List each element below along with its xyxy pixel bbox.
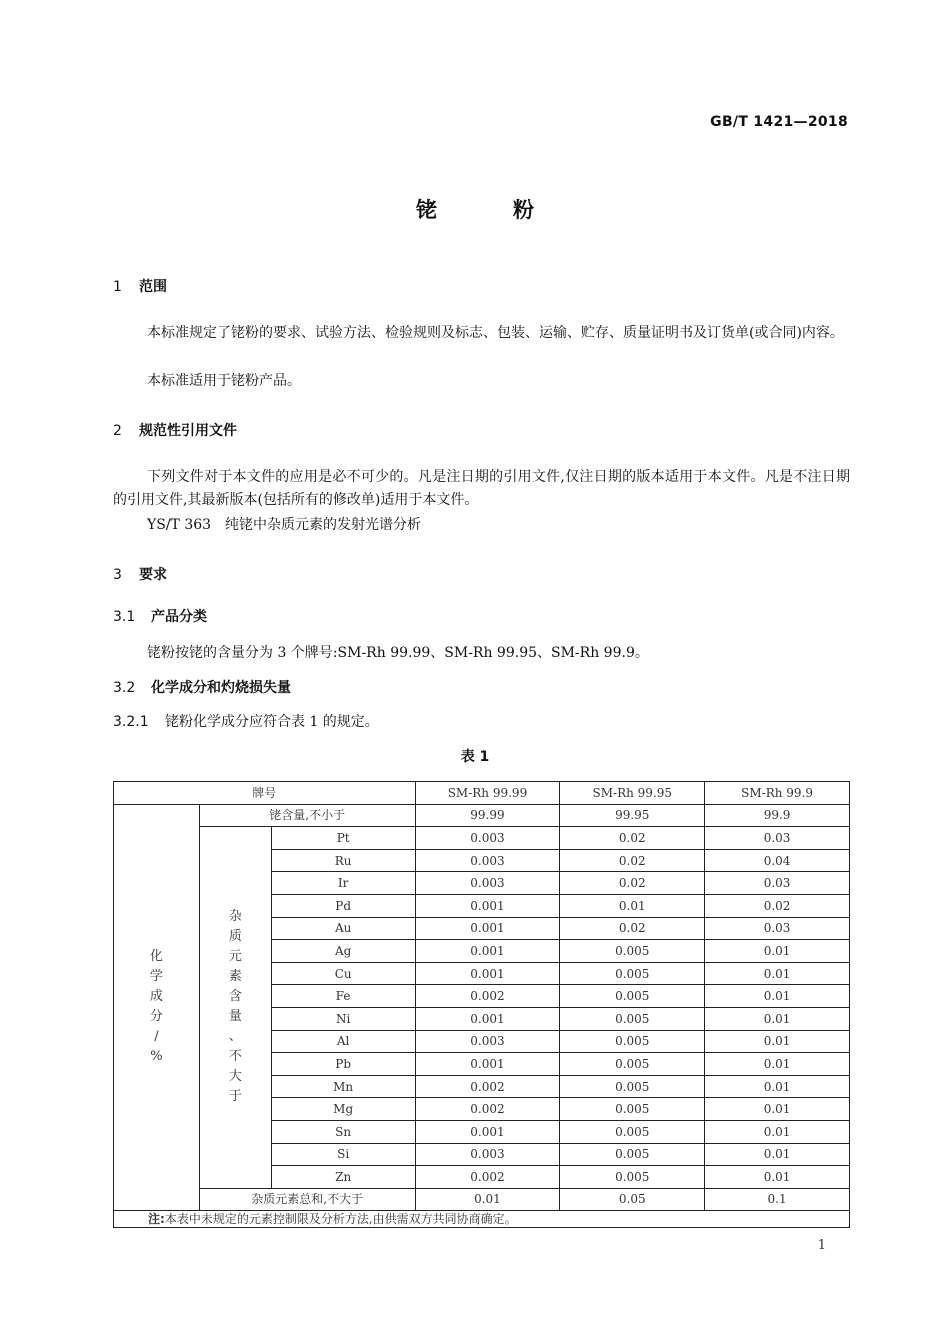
label-char: 大: [228, 1069, 242, 1085]
label-char: 分: [149, 1009, 163, 1025]
normative-reference: YS/T 363 纯铑中杂质元素的发射光谱分析: [147, 517, 422, 533]
section-1-paragraph-2: 本标准适用于铑粉产品。: [147, 373, 301, 389]
clause-text: 铑粉化学成分应符合表 1 的规定。: [165, 714, 379, 730]
table-cell: 0.002: [415, 1075, 560, 1098]
section-number: 2: [113, 423, 122, 439]
table-cell: 0.001: [415, 962, 560, 985]
grade-header: SM-Rh 99.9: [705, 782, 850, 805]
element-symbol: Ni: [271, 1007, 415, 1030]
table-cell: 0.02: [560, 872, 705, 895]
table-cell: 0.002: [415, 985, 560, 1008]
element-symbol: Ir: [271, 872, 415, 895]
table-cell: 0.01: [705, 1075, 850, 1098]
table-cell: 0.005: [560, 985, 705, 1008]
table-cell: 0.003: [415, 849, 560, 872]
table-cell: 0.005: [560, 1053, 705, 1076]
table-row: [114, 827, 850, 850]
section-3-2-heading: [113, 677, 291, 697]
table-cell: 99.99: [415, 804, 560, 827]
element-symbol: Fe: [271, 985, 415, 1008]
table-cell: 0.005: [560, 962, 705, 985]
table-cell: 0.005: [560, 1007, 705, 1030]
title-char-1: 铑: [416, 198, 437, 222]
table-cell: 0.001: [415, 917, 560, 940]
chemical-composition-table: [113, 781, 850, 1228]
document-title: [0, 194, 950, 224]
total-impurities-label: 杂质元素总和,不大于: [199, 1188, 415, 1211]
page-number: 1: [817, 1238, 826, 1253]
table-cell: 0.01: [705, 1007, 850, 1030]
table-cell: 0.005: [560, 940, 705, 963]
element-symbol: Si: [271, 1143, 415, 1166]
table-cell: 0.03: [705, 827, 850, 850]
label-char: 、: [228, 1029, 242, 1045]
section-3-heading: [113, 564, 167, 584]
element-symbol: Zn: [271, 1166, 415, 1189]
table-cell: 0.01: [705, 1120, 850, 1143]
table-cell: 0.001: [415, 1120, 560, 1143]
grade-header: SM-Rh 99.99: [415, 782, 560, 805]
rhodium-content-row: [114, 804, 850, 827]
element-symbol: Pd: [271, 894, 415, 917]
table-cell: 0.02: [705, 894, 850, 917]
table-cell: 0.01: [705, 1166, 850, 1189]
label-char: 质: [228, 929, 242, 945]
element-symbol: Cu: [271, 962, 415, 985]
table-cell: 0.005: [560, 1120, 705, 1143]
label-char: 量: [228, 1009, 242, 1025]
table-cell: 99.95: [560, 804, 705, 827]
table-cell: 0.005: [560, 1143, 705, 1166]
table-cell: 0.001: [415, 1007, 560, 1030]
section-1-paragraph-1: 本标准规定了铑粉的要求、试验方法、检验规则及标志、包装、运输、贮存、质量证明书及订货单(或合同)内容。: [147, 325, 844, 341]
section-title: 规范性引用文件: [139, 423, 237, 439]
table-cell: 0.005: [560, 1075, 705, 1098]
table-cell: 0.002: [415, 1098, 560, 1121]
section-title: 化学成分和灼烧损失量: [151, 680, 291, 696]
table-cell: 0.02: [560, 827, 705, 850]
table-cell: 0.001: [415, 1053, 560, 1076]
table-cell: 0.003: [415, 827, 560, 850]
element-symbol: Pb: [271, 1053, 415, 1076]
impurity-content-label: [199, 827, 271, 1189]
title-char-2: 粉: [513, 198, 534, 222]
element-symbol: Ru: [271, 849, 415, 872]
label-char: 含: [228, 989, 242, 1005]
section-3-2-1-clause: [113, 711, 379, 731]
clause-number: 3.2.1: [113, 714, 149, 730]
table-cell: 0.01: [705, 985, 850, 1008]
label-char: 学: [149, 969, 163, 985]
element-symbol: Au: [271, 917, 415, 940]
grade-header-label: 牌号: [114, 782, 416, 805]
table-cell: 0.01: [415, 1188, 560, 1211]
table-cell: 0.02: [560, 917, 705, 940]
table-cell: 0.002: [415, 1166, 560, 1189]
table-cell: 0.01: [705, 1143, 850, 1166]
element-symbol: Sn: [271, 1120, 415, 1143]
section-3-1-heading: [113, 606, 207, 626]
table-cell: 0.005: [560, 1030, 705, 1053]
table-cell: 99.9: [705, 804, 850, 827]
label-char: 素: [228, 969, 242, 985]
note-text: 本表中未规定的元素控制限及分析方法,由供需双方共同协商确定。: [164, 1212, 517, 1227]
section-2-heading: [113, 420, 237, 440]
table-cell: 0.01: [705, 1098, 850, 1121]
table-cell: 0.003: [415, 1030, 560, 1053]
label-char: /: [154, 1029, 159, 1045]
table-cell: 0.003: [415, 872, 560, 895]
section-title: 产品分类: [151, 609, 207, 625]
table-cell: 0.1: [705, 1188, 850, 1211]
element-symbol: Ag: [271, 940, 415, 963]
table-cell: 0.005: [560, 1098, 705, 1121]
element-symbol: Pt: [271, 827, 415, 850]
label-char: 杂: [228, 909, 242, 925]
grade-header: SM-Rh 99.95: [560, 782, 705, 805]
section-number: 3.2: [113, 680, 136, 696]
table-cell: 0.03: [705, 917, 850, 940]
section-title: 范围: [139, 279, 167, 295]
element-symbol: Al: [271, 1030, 415, 1053]
table-cell: 0.003: [415, 1143, 560, 1166]
table-cell: 0.01: [705, 962, 850, 985]
note-prefix: 注:: [148, 1212, 165, 1227]
label-char: 化: [149, 949, 163, 965]
table-header-row: [114, 782, 850, 805]
label-char: %: [150, 1049, 163, 1065]
section-2-paragraph-1: 下列文件对于本文件的应用是必不可少的。凡是注日期的引用文件,仅注日期的版本适用于本文件。凡是不注日期的引用文件,其最新版本(包括所有的修改单)适用于本文件。: [113, 469, 850, 508]
section-3-1-text: 铑粉按铑的含量分为 3 个牌号:SM-Rh 99.99、SM-Rh 99.95、SM-Rh 99.9。: [147, 645, 649, 661]
table-cell: 0.01: [705, 1053, 850, 1076]
label-char: 元: [228, 949, 242, 965]
chemical-composition-label: [114, 804, 200, 1211]
table-cell: 0.001: [415, 894, 560, 917]
table-note: [114, 1211, 850, 1228]
table-cell: 0.02: [560, 849, 705, 872]
rh-content-label: 铑含量,不小于: [199, 804, 415, 827]
table-cell: 0.03: [705, 872, 850, 895]
total-impurities-row: [114, 1188, 850, 1211]
standard-code: GB/T 1421—2018: [710, 114, 848, 130]
label-char: 成: [149, 989, 163, 1005]
table-cell: 0.01: [705, 940, 850, 963]
section-number: 3: [113, 567, 122, 583]
element-symbol: Mg: [271, 1098, 415, 1121]
table-note-row: [114, 1211, 850, 1228]
table-cell: 0.01: [705, 1030, 850, 1053]
table-cell: 0.001: [415, 940, 560, 963]
element-symbol: Mn: [271, 1075, 415, 1098]
label-char: 于: [228, 1089, 242, 1105]
section-number: 3.1: [113, 609, 136, 625]
section-number: 1: [113, 279, 122, 295]
section-title: 要求: [139, 567, 167, 583]
table-cell: 0.01: [560, 894, 705, 917]
section-1-heading: [113, 276, 167, 296]
table-cell: 0.005: [560, 1166, 705, 1189]
table-title: 表 1: [460, 749, 490, 765]
table-cell: 0.05: [560, 1188, 705, 1211]
table-cell: 0.04: [705, 849, 850, 872]
label-char: 不: [228, 1049, 242, 1065]
